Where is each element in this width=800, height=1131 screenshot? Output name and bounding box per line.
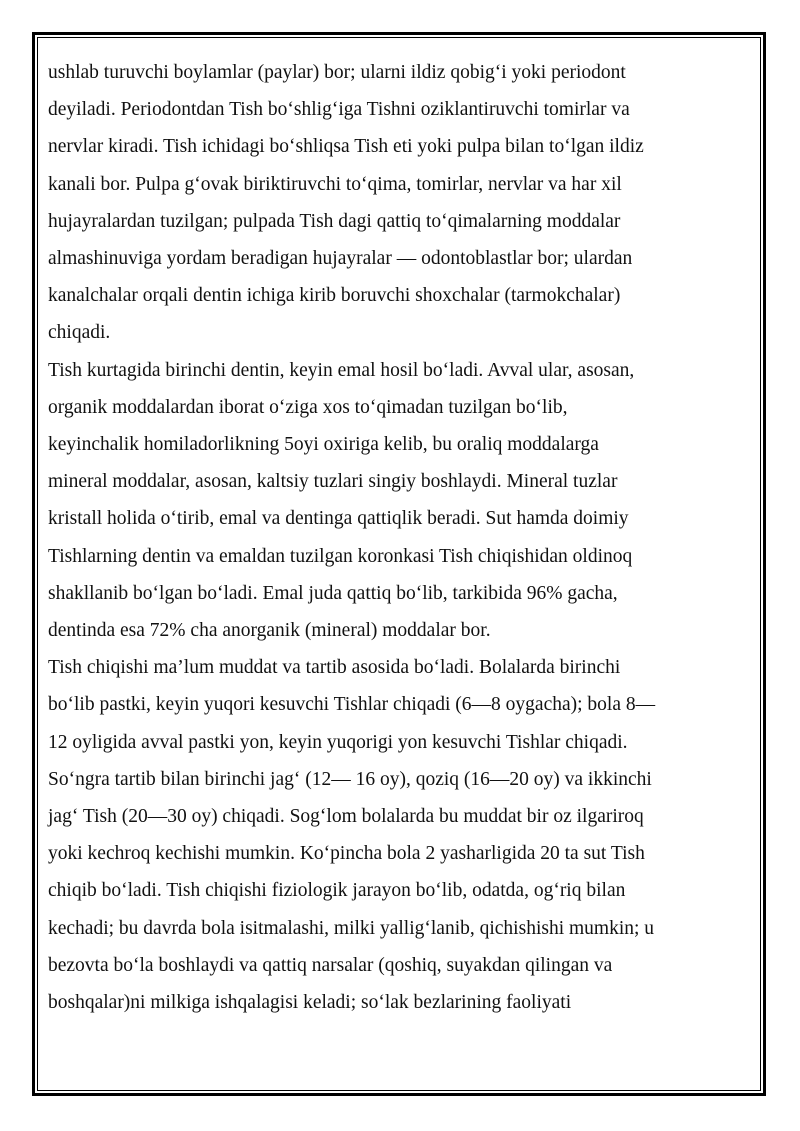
- text-line: organik moddalardan iborat o‘ziga xos to‘qimadan tuzilgan bo‘lib,: [48, 396, 568, 418]
- document-body: [48, 54, 748, 1021]
- text-line: Tish kurtagida birinchi dentin, keyin emal hosil bo‘ladi. Avval ular, asosan,: [48, 359, 635, 381]
- text-line: ushlab turuvchi boylamlar (paylar) bor; ularni ildiz qobig‘i yoki periodont: [48, 62, 626, 83]
- text-line: chiqadi.: [48, 322, 111, 344]
- text-line: bezovta bo‘la boshlaydi va qattiq narsalar (qoshiq, suyakdan qilingan va: [48, 954, 613, 976]
- text-line: chiqib bo‘ladi. Tish chiqishi fiziologik jarayon bo‘lib, odatda, og‘riq bilan: [48, 880, 626, 902]
- text-line: Tish chiqishi ma’lum muddat va tartib asosida bo‘ladi. Bolalarda birinchi: [48, 657, 621, 679]
- text-line: jag‘ Tish (20—30 oy) chiqadi. Sog‘lom bolalarda bu muddat bir oz ilgariroq: [48, 806, 644, 828]
- text-line: So‘ngra tartib bilan birinchi jag‘ (12— 16 oy), qoziq (16—20 oy) va ikkinchi: [48, 768, 652, 790]
- text-line: kechadi; bu davrda bola isitmalashi, milki yallig‘lanib, qichishishi mumkin; u: [48, 917, 655, 939]
- paragraph: [48, 352, 748, 650]
- text-line: shakllanib bo‘lgan bo‘ladi. Emal juda qattiq bo‘lib, tarkibida 96% gacha,: [48, 582, 618, 604]
- text-line: bo‘lib pastki, keyin yuqori kesuvchi Tishlar chiqadi (6—8 oygacha); bola 8—: [48, 694, 656, 716]
- text-line: kanali bor. Pulpa g‘ovak biriktiruvchi to‘qima, tomirlar, nervlar va har xil: [48, 173, 622, 195]
- paragraph: [48, 649, 748, 1021]
- text-line: deyiladi. Periodontdan Tish bo‘shlig‘iga Tishni oziklantiruvchi tomirlar va: [48, 99, 630, 121]
- text-line: hujayralardan tuzilgan; pulpada Tish dagi qattiq to‘qimalarning moddalar: [48, 210, 621, 232]
- text-line: boshqalar)ni milkiga ishqalagisi keladi; so‘lak bezlarining faoliyati: [48, 992, 572, 1014]
- text-line: kanalchalar orqali dentin ichiga kirib boruvchi shoxchalar (tarmokchalar): [48, 285, 621, 307]
- text-line: nervlar kiradi. Tish ichidagi bo‘shliqsa Tish eti yoki pulpa bilan to‘lgan ildiz: [48, 136, 644, 158]
- text-line: 12 oyligida avval pastki yon, keyin yuqorigi yon kesuvchi Tishlar chiqadi.: [48, 731, 628, 753]
- paragraph: [48, 54, 748, 352]
- text-line: almashinuviga yordam beradigan hujayralar — odontoblastlar bor; ulardan: [48, 248, 633, 270]
- text-line: dentinda esa 72% cha anorganik (mineral) moddalar bor.: [48, 620, 491, 642]
- text-line: keyinchalik homiladorlikning 5oyi oxiriga kelib, bu oraliq moddalarga: [48, 434, 599, 456]
- text-line: mineral moddalar, asosan, kaltsiy tuzlari singiy boshlaydi. Mineral tuzlar: [48, 471, 618, 493]
- text-line: kristall holida o‘tirib, emal va dentinga qattiqlik beradi. Sut hamda doimiy: [48, 508, 629, 530]
- text-line: Tishlarning dentin va emaldan tuzilgan koronkasi Tish chiqishidan oldinoq: [48, 545, 633, 567]
- text-line: yoki kechroq kechishi mumkin. Ko‘pincha bola 2 yasharligida 20 ta sut Tish: [48, 843, 645, 865]
